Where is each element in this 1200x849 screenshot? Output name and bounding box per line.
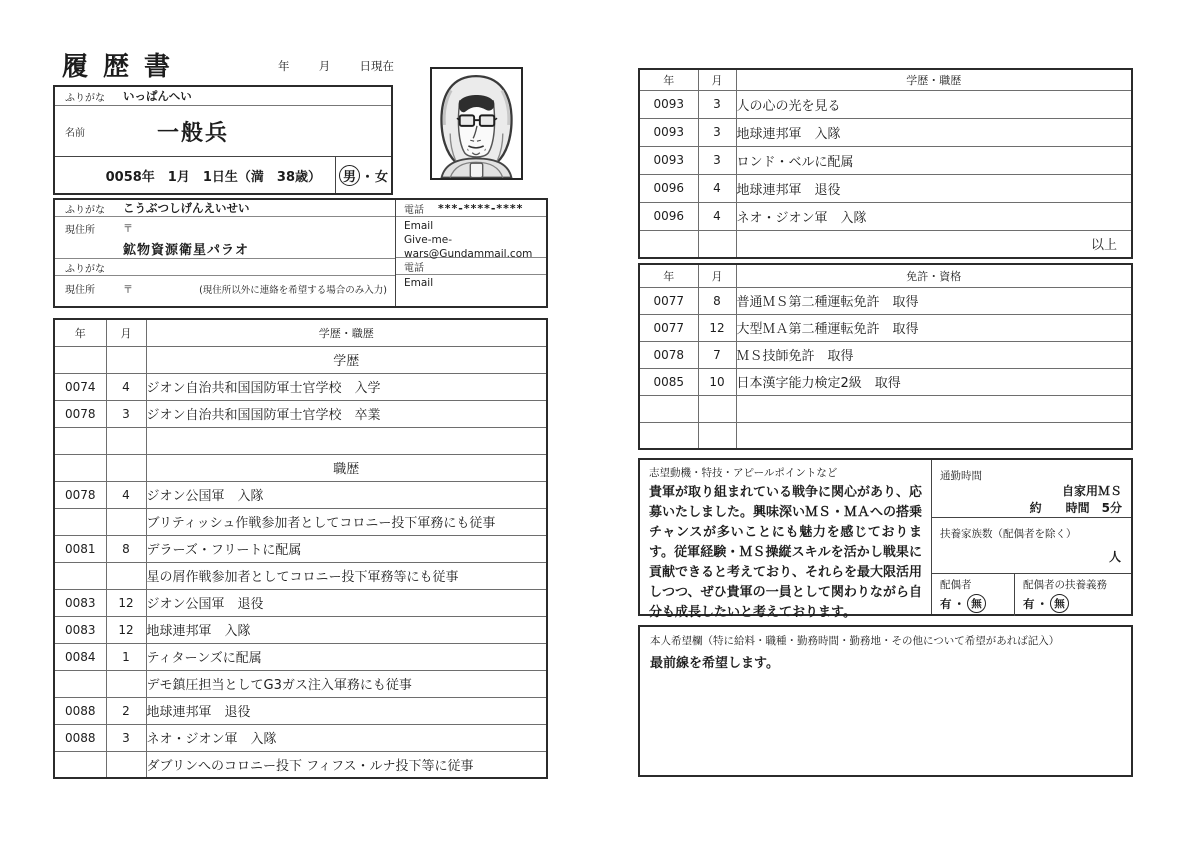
year-cell: [639, 395, 698, 422]
phone-email-column: [395, 200, 546, 306]
dependents-cell: [932, 518, 1131, 574]
month-cell: 3: [106, 400, 146, 427]
month-cell: 3: [698, 118, 736, 146]
year-header: 年: [639, 264, 698, 287]
birthdate-row: [55, 157, 391, 193]
year-cell: 0096: [639, 174, 698, 202]
furigana-value: いっぱんへい: [123, 89, 192, 103]
month-cell: 4: [106, 481, 146, 508]
gender-female: 女: [375, 169, 389, 185]
license-cell: 大型ＭＡ第二種運転免許 取得: [736, 314, 1132, 341]
address-box: [53, 198, 548, 308]
helmeted-soldier-sketch-icon: [432, 69, 521, 178]
table-row: [639, 230, 1132, 258]
month-cell: [106, 454, 146, 481]
spouse-yes: 有: [940, 596, 952, 611]
year-cell: [54, 346, 106, 373]
year-cell: 0088: [54, 724, 106, 751]
month-cell: [698, 230, 736, 258]
history-cell: ジオン自治共和国国防軍士官学校 入学: [146, 373, 547, 400]
motivation-block: [638, 458, 1133, 620]
year-cell: [54, 670, 106, 697]
table-row: [54, 562, 547, 589]
commute-time: 約 時間 5分: [1029, 501, 1122, 515]
dependents-label: 扶養家族数（配偶者を除く）: [940, 528, 1077, 540]
spouse-label: 配偶者: [940, 579, 972, 591]
month-cell: [106, 751, 146, 778]
history-cell: [146, 427, 547, 454]
month-cell: 12: [698, 314, 736, 341]
year-cell: 0078: [54, 400, 106, 427]
contact-address-row: [55, 276, 395, 308]
history-cell: ネオ・ジオン軍 入隊: [736, 202, 1132, 230]
spouse-cell: [932, 574, 1014, 616]
email-label: Email: [404, 220, 434, 232]
license-cell: [736, 422, 1132, 449]
month-cell: 8: [106, 535, 146, 562]
month-cell: 3: [106, 724, 146, 751]
address-left-column: [55, 200, 395, 306]
year-cell: 0077: [639, 287, 698, 314]
history-cell: 星の屑作戦参加者としてコロニー投下軍務等にも従事: [146, 562, 547, 589]
table-row: [54, 400, 547, 427]
history-cell: 地球連邦軍 入隊: [736, 118, 1132, 146]
date-day-label: 日現在: [359, 59, 394, 73]
table-row: [54, 535, 547, 562]
month-header: 月: [106, 319, 146, 346]
gender-cell: [335, 157, 391, 193]
commute-label: 通勤時間: [940, 470, 982, 482]
spouse-duty-no-selected-mark: 無: [1050, 594, 1069, 613]
commute-vehicle: 自家用ＭＳ: [1061, 484, 1122, 498]
postal-mark: 〒: [123, 224, 133, 235]
table-row: [54, 454, 547, 481]
year-cell: 0077: [639, 314, 698, 341]
license-cell: 普通ＭＳ第二種運転免許 取得: [736, 287, 1132, 314]
history-end-cell: 以上: [736, 230, 1132, 258]
table-row: [639, 287, 1132, 314]
license-cell: ＭＳ技師免許 取得: [736, 341, 1132, 368]
table-row: [54, 508, 547, 535]
table-row: [639, 368, 1132, 395]
education-work-history-table: [53, 318, 548, 779]
year-cell: 0083: [54, 616, 106, 643]
email-row: [396, 217, 546, 258]
history-cell: 人の心の光を見る: [736, 90, 1132, 118]
name-label: 名前: [65, 127, 85, 139]
month-header: 月: [698, 264, 736, 287]
personal-request-label: 本人希望欄（特に給料・職種・勤務時間・勤務地・その他について希望があれば記入）: [650, 635, 1060, 647]
month-cell: 4: [698, 174, 736, 202]
name-row: [55, 106, 391, 157]
year-cell: 0093: [639, 146, 698, 174]
month-cell: [106, 508, 146, 535]
id-photo: [430, 67, 523, 180]
month-cell: 12: [106, 589, 146, 616]
contact-address-note: (現住所以外に連絡を希望する場合のみ入力): [199, 285, 387, 296]
licenses-qualifications-table: [638, 263, 1133, 450]
month-cell: [106, 346, 146, 373]
furigana-label: ふりがな: [65, 263, 105, 275]
table-row: [54, 751, 547, 778]
licenses-header: 免許・資格: [736, 264, 1132, 287]
spouse-duty-label: 配偶者の扶養義務: [1023, 579, 1107, 591]
table-row: [54, 427, 547, 454]
postal-mark: 〒: [123, 285, 133, 296]
month-cell: 4: [106, 373, 146, 400]
year-header: 年: [639, 69, 698, 90]
address2-furigana-row: [55, 259, 395, 276]
month-cell: 3: [698, 146, 736, 174]
spouse-row: [932, 574, 1131, 616]
phone-label: 電話: [404, 262, 424, 274]
personal-request-body: 最前線を希望します。: [650, 656, 779, 671]
dependents-unit: 人: [1108, 550, 1121, 564]
gender-male-selected-mark: 男: [339, 165, 360, 186]
month-cell: [106, 427, 146, 454]
history-cell: ブリティッシュ作戦参加者としてコロニー投下軍務にも従事: [146, 508, 547, 535]
year-cell: [54, 427, 106, 454]
current-address-label: 現住所: [65, 225, 95, 236]
history-cell: 地球連邦軍 退役: [736, 174, 1132, 202]
year-cell: [54, 454, 106, 481]
history-cell: ジオン公国軍 入隊: [146, 481, 547, 508]
history-continued-table: [638, 68, 1133, 259]
table-row: [639, 146, 1132, 174]
history-header: 学歴・職歴: [736, 69, 1132, 90]
year-cell: 0084: [54, 643, 106, 670]
name-furigana-row: [55, 87, 391, 106]
phone-label: 電話: [404, 204, 424, 216]
month-cell: 4: [698, 202, 736, 230]
date-month-label: 月: [318, 59, 331, 73]
year-cell: 0093: [639, 90, 698, 118]
month-header: 月: [698, 69, 736, 90]
month-cell: [698, 422, 736, 449]
table-row: [54, 724, 547, 751]
phone-row: [396, 200, 546, 217]
license-cell: [736, 395, 1132, 422]
table-row: [639, 202, 1132, 230]
year-cell: 0081: [54, 535, 106, 562]
history-cell: ジオン自治共和国国防軍士官学校 卒業: [146, 400, 547, 427]
year-cell: 0074: [54, 373, 106, 400]
month-cell: [698, 395, 736, 422]
commute-cell: [932, 460, 1131, 518]
year-cell: [639, 230, 698, 258]
year-cell: 0078: [54, 481, 106, 508]
table-row: [639, 341, 1132, 368]
table-row: [639, 314, 1132, 341]
month-cell: [106, 670, 146, 697]
month-cell: 1: [106, 643, 146, 670]
spouse-duty-separator: ・: [1036, 596, 1048, 611]
table-row: [54, 616, 547, 643]
current-address-value: 鉱物資源衛星パラオ: [123, 243, 250, 258]
email2-row: [396, 275, 546, 307]
current-address-row: [55, 217, 395, 259]
table-row: [639, 90, 1132, 118]
commute-dependents-column: [932, 460, 1131, 614]
phone-value: ***-****-****: [438, 201, 524, 215]
year-cell: [54, 508, 106, 535]
name-value: 一般兵: [157, 120, 230, 146]
history-cell: ティターンズに配属: [146, 643, 547, 670]
table-row: [639, 118, 1132, 146]
month-cell: 8: [698, 287, 736, 314]
name-box: [53, 85, 393, 195]
personal-request-block: [638, 625, 1133, 777]
furigana-label: ふりがな: [65, 92, 105, 104]
motivation-label: 志望動機・特技・アピールポイントなど: [649, 467, 838, 479]
year-header: 年: [54, 319, 106, 346]
date-year-label: 年: [278, 59, 290, 73]
table-row: [54, 643, 547, 670]
table-row: [639, 174, 1132, 202]
history-cell: ネオ・ジオン軍 入隊: [146, 724, 547, 751]
table-row: [54, 670, 547, 697]
email-label: Email: [404, 277, 434, 289]
month-cell: [106, 562, 146, 589]
year-cell: [639, 422, 698, 449]
table-row: [54, 373, 547, 400]
year-cell: 0085: [639, 368, 698, 395]
spouse-duty-cell: [1014, 574, 1131, 616]
month-cell: 2: [106, 697, 146, 724]
year-cell: 0096: [639, 202, 698, 230]
history-header: 学歴・職歴: [146, 319, 547, 346]
spouse-duty-yes: 有: [1023, 596, 1035, 611]
spouse-separator: ・: [953, 596, 965, 611]
year-cell: [54, 562, 106, 589]
history-cell: 地球連邦軍 入隊: [146, 616, 547, 643]
table-row: [639, 395, 1132, 422]
birthdate-value: 0058年 1月 1日生（満 38歳）: [105, 169, 321, 185]
history-cell: ロンド・ベルに配属: [736, 146, 1132, 174]
month-cell: 10: [698, 368, 736, 395]
contact-address-label: 現住所: [65, 285, 95, 296]
year-cell: 0088: [54, 697, 106, 724]
history-cell: デモ鎮圧担当としてG3ガス注入軍務にも従事: [146, 670, 547, 697]
table-row: [54, 481, 547, 508]
gender-separator: ・: [360, 169, 374, 185]
furigana-label: ふりがな: [65, 204, 105, 216]
month-cell: 12: [106, 616, 146, 643]
table-row: [54, 697, 547, 724]
history-cell: 地球連邦軍 退役: [146, 697, 547, 724]
page-title: 履歴書: [62, 52, 186, 82]
history-cell: ジオン公国軍 退役: [146, 589, 547, 616]
email-value: Give-me-wars@Gundammail.com: [404, 234, 533, 260]
address-furigana-row: [55, 200, 395, 217]
year-cell: 0093: [639, 118, 698, 146]
table-row: [639, 422, 1132, 449]
year-cell: 0083: [54, 589, 106, 616]
history-cell: デラーズ・フリートに配属: [146, 535, 547, 562]
motivation-body: 貴軍が取り組まれている戦争に関心があり、応募いたしました。興味深いＭＳ・ＭＡへの搭乗チャンスが多いことにも魅力を感じております。従軍経験・ＭＳ操縦スキルを活かし戦果に貢献できると考えており、それらを最大限活用しつつ、ぜひ貴軍の一員として関わりながら自分も成長したいと考えております。: [649, 485, 923, 620]
date-as-of-line: [278, 58, 394, 74]
license-cell: 日本漢字能力検定2級 取得: [736, 368, 1132, 395]
history-cell: ダブリンへのコロニー投下 フィフス・ルナ投下等に従事: [146, 751, 547, 778]
motivation-cell: [640, 460, 932, 620]
history-cell: 職歴: [146, 454, 547, 481]
address-furigana-value: こうぶつしげんえいせい: [123, 201, 250, 215]
month-cell: 3: [698, 90, 736, 118]
year-cell: [54, 751, 106, 778]
table-row: [54, 346, 547, 373]
history-cell: 学歴: [146, 346, 547, 373]
month-cell: 7: [698, 341, 736, 368]
year-cell: 0078: [639, 341, 698, 368]
spouse-no-selected-mark: 無: [967, 594, 986, 613]
table-row: [54, 589, 547, 616]
